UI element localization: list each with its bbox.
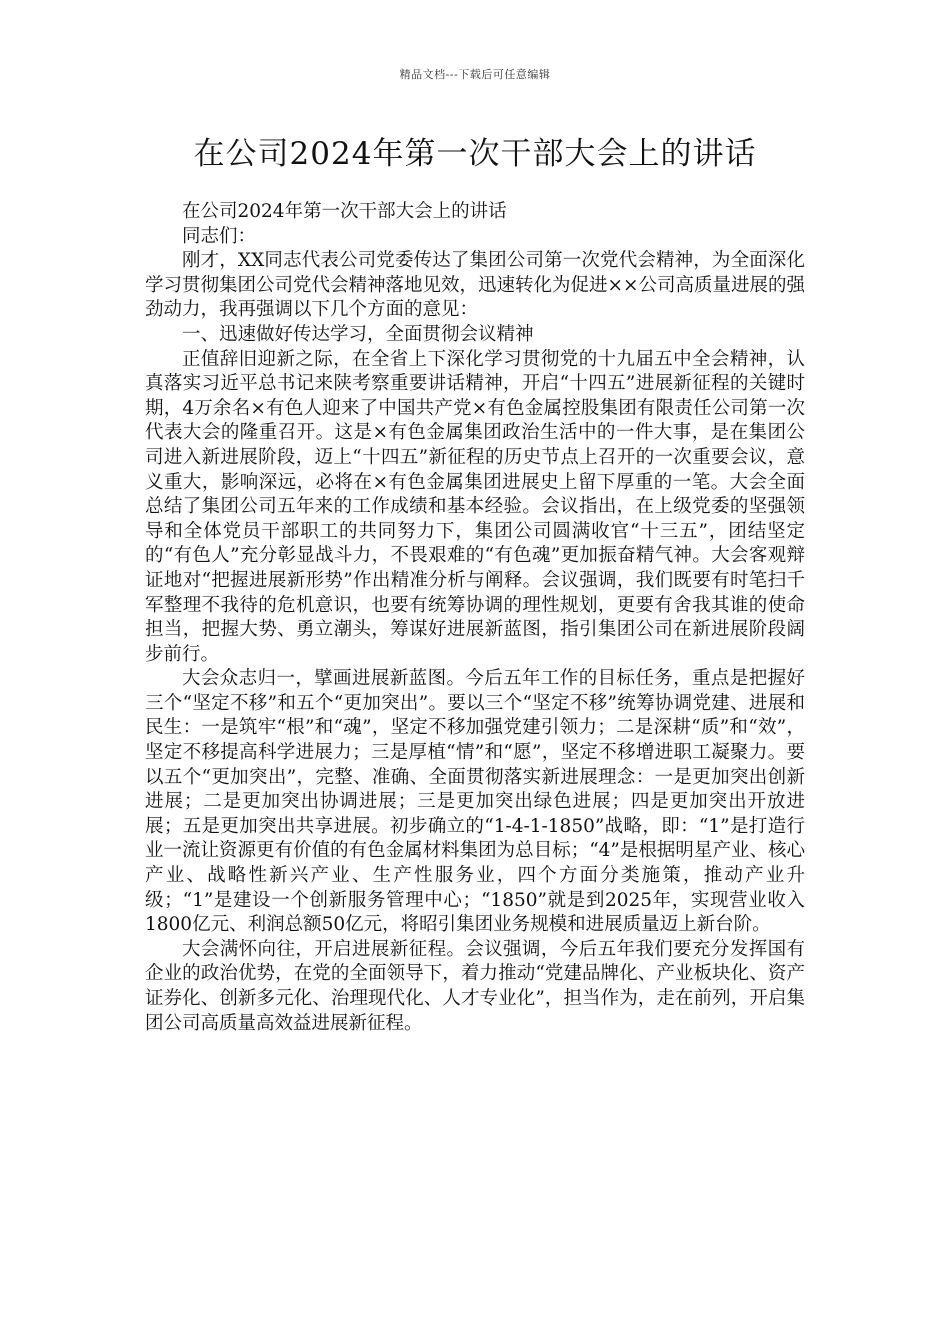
paragraph-1: 正值辞旧迎新之际，在全省上下深化学习贯彻党的十九届五中全会精神，认真落实习近平总书记来陕考察重要讲话精神，开启“十四五”进展新征程的关键时期，4万余名×有色人迎来了中国共产党×有色金属控股集团有限责任公司第一次代表大会的隆重召开。这是×有色金属集团政治生活中的一件大事，是在集团公司进入新进展阶段，迈上“十四五”新征程的历史节点上召开的一次重要会议，意义重大，影响深远，必将在×有色金属集团进展史上留下厚重的一笔。大会全面总结了集团公司五年来的工作成绩和基本经验。会议指出，在上级党委的坚强领导和全体党员干部职工的共同努力下，集团公司圆满收官“十三五”，团结坚定的“有色人”充分彰显战斗力，不畏艰难的“有色魂”更加振奋精气神。大会客观辩证地对“把握进展新形势”作出精准分析与阐释。会议强调，我们既要有时笔扫千军整理不我待的危机意识，也要有统筹协调的理性规划，更要有舍我其谁的使命担当，把握大势、勇立潮头，筹谋好进展新蓝图，指引集团公司在新进展阶段阔步前行。: [145, 348, 805, 665]
paragraph-2: 大会众志归一，擘画进展新蓝图。今后五年工作的目标任务，重点是把握好三个“坚定不移”和五个“更加突出”。要以三个“坚定不移”统筹协调党建、进展和民生：一是筑牢“根”和“魂”，坚定不移加强党建引领力；二是深耕“质”和“效”，坚定不移提高科学进展力；三是厚植“情”和“愿”，坚定不移增进职工凝聚力。要以五个“更加突出”，完整、准确、全面贯彻落实新进展理念：一是更加突出创新进展；二是更加突出协调进展；三是更加突出绿色进展；四是更加突出开放进展；五是更加突出共享进展。初步确立的“1-4-1-1850”战略，即：“1”是打造行业一流让资源更有价值的有色金属材料集团为总目标；“4”是根据明星产业、核心产业、战略性新兴产业、生产性服务业，四个方面分类施策，推动产业升级；“1”是建设一个创新服务管理中心；“1850”就是到2025年，实现营业收入1800亿元、利润总额50亿元，将昭引集团业务规模和进展质量迈上新台阶。: [145, 668, 805, 936]
document-subtitle: 在公司2024年第一次干部大会上的讲话: [182, 201, 507, 222]
header-note: 精品文档---下载后可任意编辑: [399, 68, 551, 81]
document-body: [145, 200, 805, 1036]
paragraph-3: 大会满怀向往，开启进展新征程。会议强调，今后五年我们要充分发挥国有企业的政治优势，在党的全面领导下，着力推动“党建品牌化、产业板块化、资产证券化、创新多元化、治理现代化、人才专业化”，担当作为，走在前列，开启集团公司高质量高效益进展新征程。: [145, 938, 805, 1034]
salutation: 同志们：: [182, 225, 257, 247]
paragraph-intro: 刚才，XX同志代表公司党委传达了集团公司第一次党代会精神，为全面深化学习贯彻集团公司党代会精神落地见效，迅速转化为促进××公司高质量进展的强劲动力，我再强调以下几个方面的意见：: [145, 250, 806, 321]
section-heading-1: 一、迅速做好传达学习，全面贯彻会议精神: [182, 323, 534, 345]
document-title: 在公司2024年第一次干部大会上的讲话: [193, 136, 757, 172]
